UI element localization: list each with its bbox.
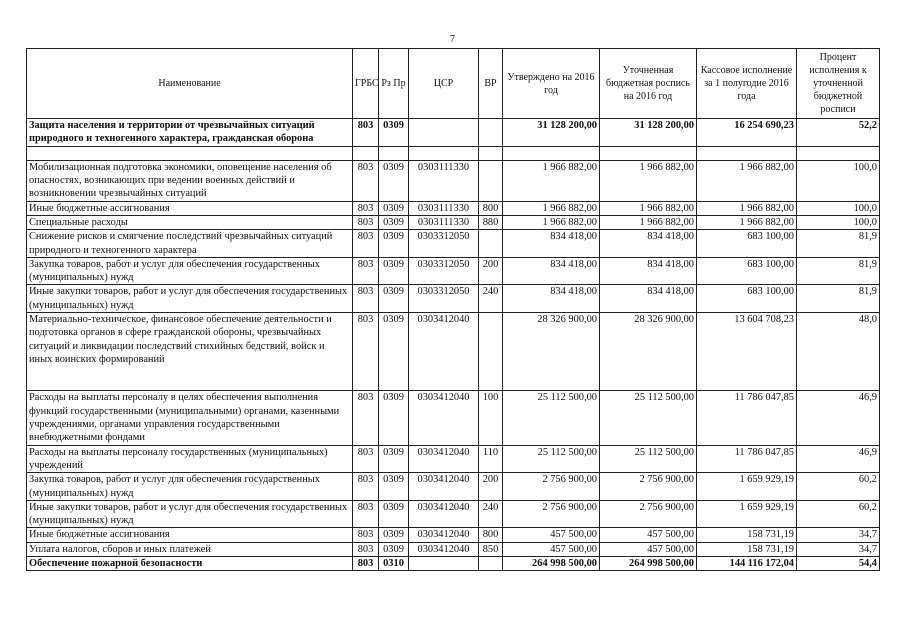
row-refined: 25 112 500,00 <box>600 445 697 473</box>
row-vr: 240 <box>479 500 503 528</box>
row-percent: 81,9 <box>797 285 880 313</box>
table-row <box>27 557 880 571</box>
row-cash: 13 604 708,23 <box>697 313 797 391</box>
row-name: Мобилизационная подготовка экономики, оповещение населения об опасностях, возникающих при ведении военных действий и возникновении чрезвычайных ситуаций <box>27 160 353 201</box>
row-cash: 1 966 882,00 <box>697 201 797 215</box>
row-csr: 0303412040 <box>409 528 479 542</box>
row-name: Закупка товаров, работ и услуг для обеспечения государственных (муниципальных) нужд <box>27 257 353 285</box>
row-name: Снижение рисков и смягчение последствий чрезвычайных ситуаций природного и техногенного характера <box>27 230 353 258</box>
row-cash: 683 100,00 <box>697 230 797 258</box>
row-grbs: 803 <box>353 160 379 201</box>
row-csr: 0303312050 <box>409 230 479 258</box>
row-cash: 16 254 690,23 <box>697 119 797 147</box>
row-rzpr: 0309 <box>379 160 409 201</box>
header-percent: Процент исполнения к уточненной бюджетной росписи <box>797 49 880 119</box>
row-grbs: 803 <box>353 285 379 313</box>
row-percent <box>797 146 880 160</box>
row-name <box>27 146 353 160</box>
row-refined: 1 966 882,00 <box>600 160 697 201</box>
header-vr: ВР <box>479 49 503 119</box>
row-vr: 110 <box>479 445 503 473</box>
row-vr: 880 <box>479 215 503 229</box>
row-csr: 0303412040 <box>409 542 479 556</box>
row-percent: 34,7 <box>797 528 880 542</box>
header-rzpr: Рз Пр <box>379 49 409 119</box>
row-refined: 834 418,00 <box>600 257 697 285</box>
row-percent: 81,9 <box>797 257 880 285</box>
row-approved: 1 966 882,00 <box>503 201 600 215</box>
row-name: Уплата налогов, сборов и иных платежей <box>27 542 353 556</box>
row-cash: 683 100,00 <box>697 285 797 313</box>
row-rzpr: 0309 <box>379 119 409 147</box>
row-name: Материально-техническое, финансовое обеспечение деятельности и подготовка органов в сфере гражданской обороны, чрезвычайных ситуаций и ликвидации последствий стихийных бедствий, войск и иных воинских формирований <box>27 313 353 391</box>
row-name: Иные бюджетные ассигнования <box>27 528 353 542</box>
row-rzpr: 0309 <box>379 500 409 528</box>
table-row <box>27 230 880 258</box>
row-rzpr: 0309 <box>379 391 409 445</box>
header-grbs: ГРБС <box>353 49 379 119</box>
row-percent: 60,2 <box>797 500 880 528</box>
table-row <box>27 542 880 556</box>
row-approved: 834 418,00 <box>503 230 600 258</box>
row-cash: 11 786 047,85 <box>697 445 797 473</box>
row-grbs: 803 <box>353 542 379 556</box>
row-rzpr: 0309 <box>379 445 409 473</box>
row-grbs: 803 <box>353 528 379 542</box>
row-vr: 800 <box>479 528 503 542</box>
row-rzpr: 0309 <box>379 215 409 229</box>
row-refined: 28 326 900,00 <box>600 313 697 391</box>
table-row <box>27 500 880 528</box>
table-row <box>27 146 880 160</box>
table-row <box>27 160 880 201</box>
table-row <box>27 119 880 147</box>
row-refined: 834 418,00 <box>600 230 697 258</box>
table-row <box>27 257 880 285</box>
row-rzpr: 0309 <box>379 542 409 556</box>
header-cash: Кассовое исполнение за 1 полугодие 2016 года <box>697 49 797 119</box>
row-approved: 2 756 900,00 <box>503 500 600 528</box>
table-row <box>27 473 880 501</box>
header-approved: Утверждено на 2016 год <box>503 49 600 119</box>
row-refined: 31 128 200,00 <box>600 119 697 147</box>
row-vr <box>479 313 503 391</box>
row-grbs: 803 <box>353 230 379 258</box>
row-vr <box>479 230 503 258</box>
row-cash: 158 731,19 <box>697 542 797 556</box>
row-vr <box>479 557 503 571</box>
row-name: Иные бюджетные ассигнования <box>27 201 353 215</box>
row-percent: 48,0 <box>797 313 880 391</box>
row-rzpr: 0309 <box>379 201 409 215</box>
row-csr: 0303412040 <box>409 500 479 528</box>
row-approved: 264 998 500,00 <box>503 557 600 571</box>
row-vr: 850 <box>479 542 503 556</box>
budget-table <box>26 48 880 571</box>
row-csr: 0303312050 <box>409 257 479 285</box>
header-refined: Уточненная бюджетная роспись на 2016 год <box>600 49 697 119</box>
row-grbs: 803 <box>353 215 379 229</box>
row-cash: 11 786 047,85 <box>697 391 797 445</box>
row-approved: 834 418,00 <box>503 257 600 285</box>
row-grbs: 803 <box>353 119 379 147</box>
table-row <box>27 391 880 445</box>
row-name: Обеспечение пожарной безопасности <box>27 557 353 571</box>
row-percent: 52,2 <box>797 119 880 147</box>
row-percent: 54,4 <box>797 557 880 571</box>
table-body <box>27 119 880 571</box>
row-name: Иные закупки товаров, работ и услуг для обеспечения государственных (муниципальных) нужд <box>27 500 353 528</box>
row-approved: 25 112 500,00 <box>503 391 600 445</box>
row-name: Расходы на выплаты персоналу государственных (муниципальных) учреждений <box>27 445 353 473</box>
row-refined: 2 756 900,00 <box>600 473 697 501</box>
row-vr: 240 <box>479 285 503 313</box>
row-rzpr: 0309 <box>379 473 409 501</box>
row-csr <box>409 119 479 147</box>
row-percent: 81,9 <box>797 230 880 258</box>
row-name: Закупка товаров, работ и услуг для обеспечения государственных (муниципальных) нужд <box>27 473 353 501</box>
row-cash: 1 966 882,00 <box>697 215 797 229</box>
row-cash: 1 966 882,00 <box>697 160 797 201</box>
row-percent: 100,0 <box>797 201 880 215</box>
row-name: Расходы на выплаты персоналу в целях обеспечения выполнения функций государственными (муниципальными) органами, казенными учреждениями, органами управления государственными внебюджетными фондами <box>27 391 353 445</box>
row-approved: 28 326 900,00 <box>503 313 600 391</box>
row-csr: 0303412040 <box>409 445 479 473</box>
row-rzpr: 0309 <box>379 257 409 285</box>
row-vr: 800 <box>479 201 503 215</box>
row-percent: 46,9 <box>797 391 880 445</box>
row-csr: 0303312050 <box>409 285 479 313</box>
row-approved: 457 500,00 <box>503 528 600 542</box>
row-percent: 60,2 <box>797 473 880 501</box>
row-cash: 158 731,19 <box>697 528 797 542</box>
row-csr <box>409 557 479 571</box>
row-refined: 1 966 882,00 <box>600 201 697 215</box>
row-csr: 0303111330 <box>409 160 479 201</box>
row-rzpr: 0309 <box>379 528 409 542</box>
row-grbs: 803 <box>353 557 379 571</box>
row-name: Иные закупки товаров, работ и услуг для обеспечения государственных (муниципальных) нужд <box>27 285 353 313</box>
row-csr: 0303111330 <box>409 201 479 215</box>
row-refined: 834 418,00 <box>600 285 697 313</box>
row-rzpr: 0310 <box>379 557 409 571</box>
row-approved: 457 500,00 <box>503 542 600 556</box>
row-vr: 200 <box>479 473 503 501</box>
row-approved: 834 418,00 <box>503 285 600 313</box>
row-vr: 100 <box>479 391 503 445</box>
row-grbs: 803 <box>353 500 379 528</box>
row-approved: 31 128 200,00 <box>503 119 600 147</box>
row-refined: 25 112 500,00 <box>600 391 697 445</box>
row-csr: 0303111330 <box>409 215 479 229</box>
row-cash: 1 659 929,19 <box>697 500 797 528</box>
row-vr <box>479 119 503 147</box>
row-cash <box>697 146 797 160</box>
row-name: Защита населения и территории от чрезвычайных ситуаций природного и техногенного характера, гражданская оборона <box>27 119 353 147</box>
row-csr: 0303412040 <box>409 473 479 501</box>
row-cash: 1 659 929,19 <box>697 473 797 501</box>
row-csr: 0303412040 <box>409 391 479 445</box>
row-percent: 34,7 <box>797 542 880 556</box>
row-csr: 0303412040 <box>409 313 479 391</box>
table-row <box>27 285 880 313</box>
row-grbs: 803 <box>353 391 379 445</box>
table-row <box>27 201 880 215</box>
row-approved: 25 112 500,00 <box>503 445 600 473</box>
table-row <box>27 313 880 391</box>
row-name: Специальные расходы <box>27 215 353 229</box>
row-approved: 1 966 882,00 <box>503 215 600 229</box>
row-rzpr: 0309 <box>379 285 409 313</box>
row-approved: 2 756 900,00 <box>503 473 600 501</box>
row-grbs: 803 <box>353 257 379 285</box>
table-header-row <box>27 49 880 119</box>
row-grbs: 803 <box>353 473 379 501</box>
row-vr <box>479 146 503 160</box>
row-vr <box>479 160 503 201</box>
row-approved <box>503 146 600 160</box>
table-row <box>27 445 880 473</box>
row-rzpr <box>379 146 409 160</box>
row-percent: 100,0 <box>797 215 880 229</box>
row-percent: 46,9 <box>797 445 880 473</box>
row-grbs: 803 <box>353 445 379 473</box>
row-grbs <box>353 146 379 160</box>
table-row <box>27 528 880 542</box>
header-name: Наименование <box>27 49 353 119</box>
row-vr: 200 <box>479 257 503 285</box>
row-grbs: 803 <box>353 201 379 215</box>
row-refined <box>600 146 697 160</box>
row-refined: 264 998 500,00 <box>600 557 697 571</box>
row-rzpr: 0309 <box>379 313 409 391</box>
row-refined: 457 500,00 <box>600 528 697 542</box>
row-grbs: 803 <box>353 313 379 391</box>
row-csr <box>409 146 479 160</box>
table-row <box>27 215 880 229</box>
row-rzpr: 0309 <box>379 230 409 258</box>
page-number: 7 <box>450 34 455 45</box>
header-csr: ЦСР <box>409 49 479 119</box>
row-refined: 1 966 882,00 <box>600 215 697 229</box>
row-approved: 1 966 882,00 <box>503 160 600 201</box>
row-cash: 683 100,00 <box>697 257 797 285</box>
row-refined: 457 500,00 <box>600 542 697 556</box>
row-refined: 2 756 900,00 <box>600 500 697 528</box>
row-cash: 144 116 172,04 <box>697 557 797 571</box>
row-percent: 100,0 <box>797 160 880 201</box>
